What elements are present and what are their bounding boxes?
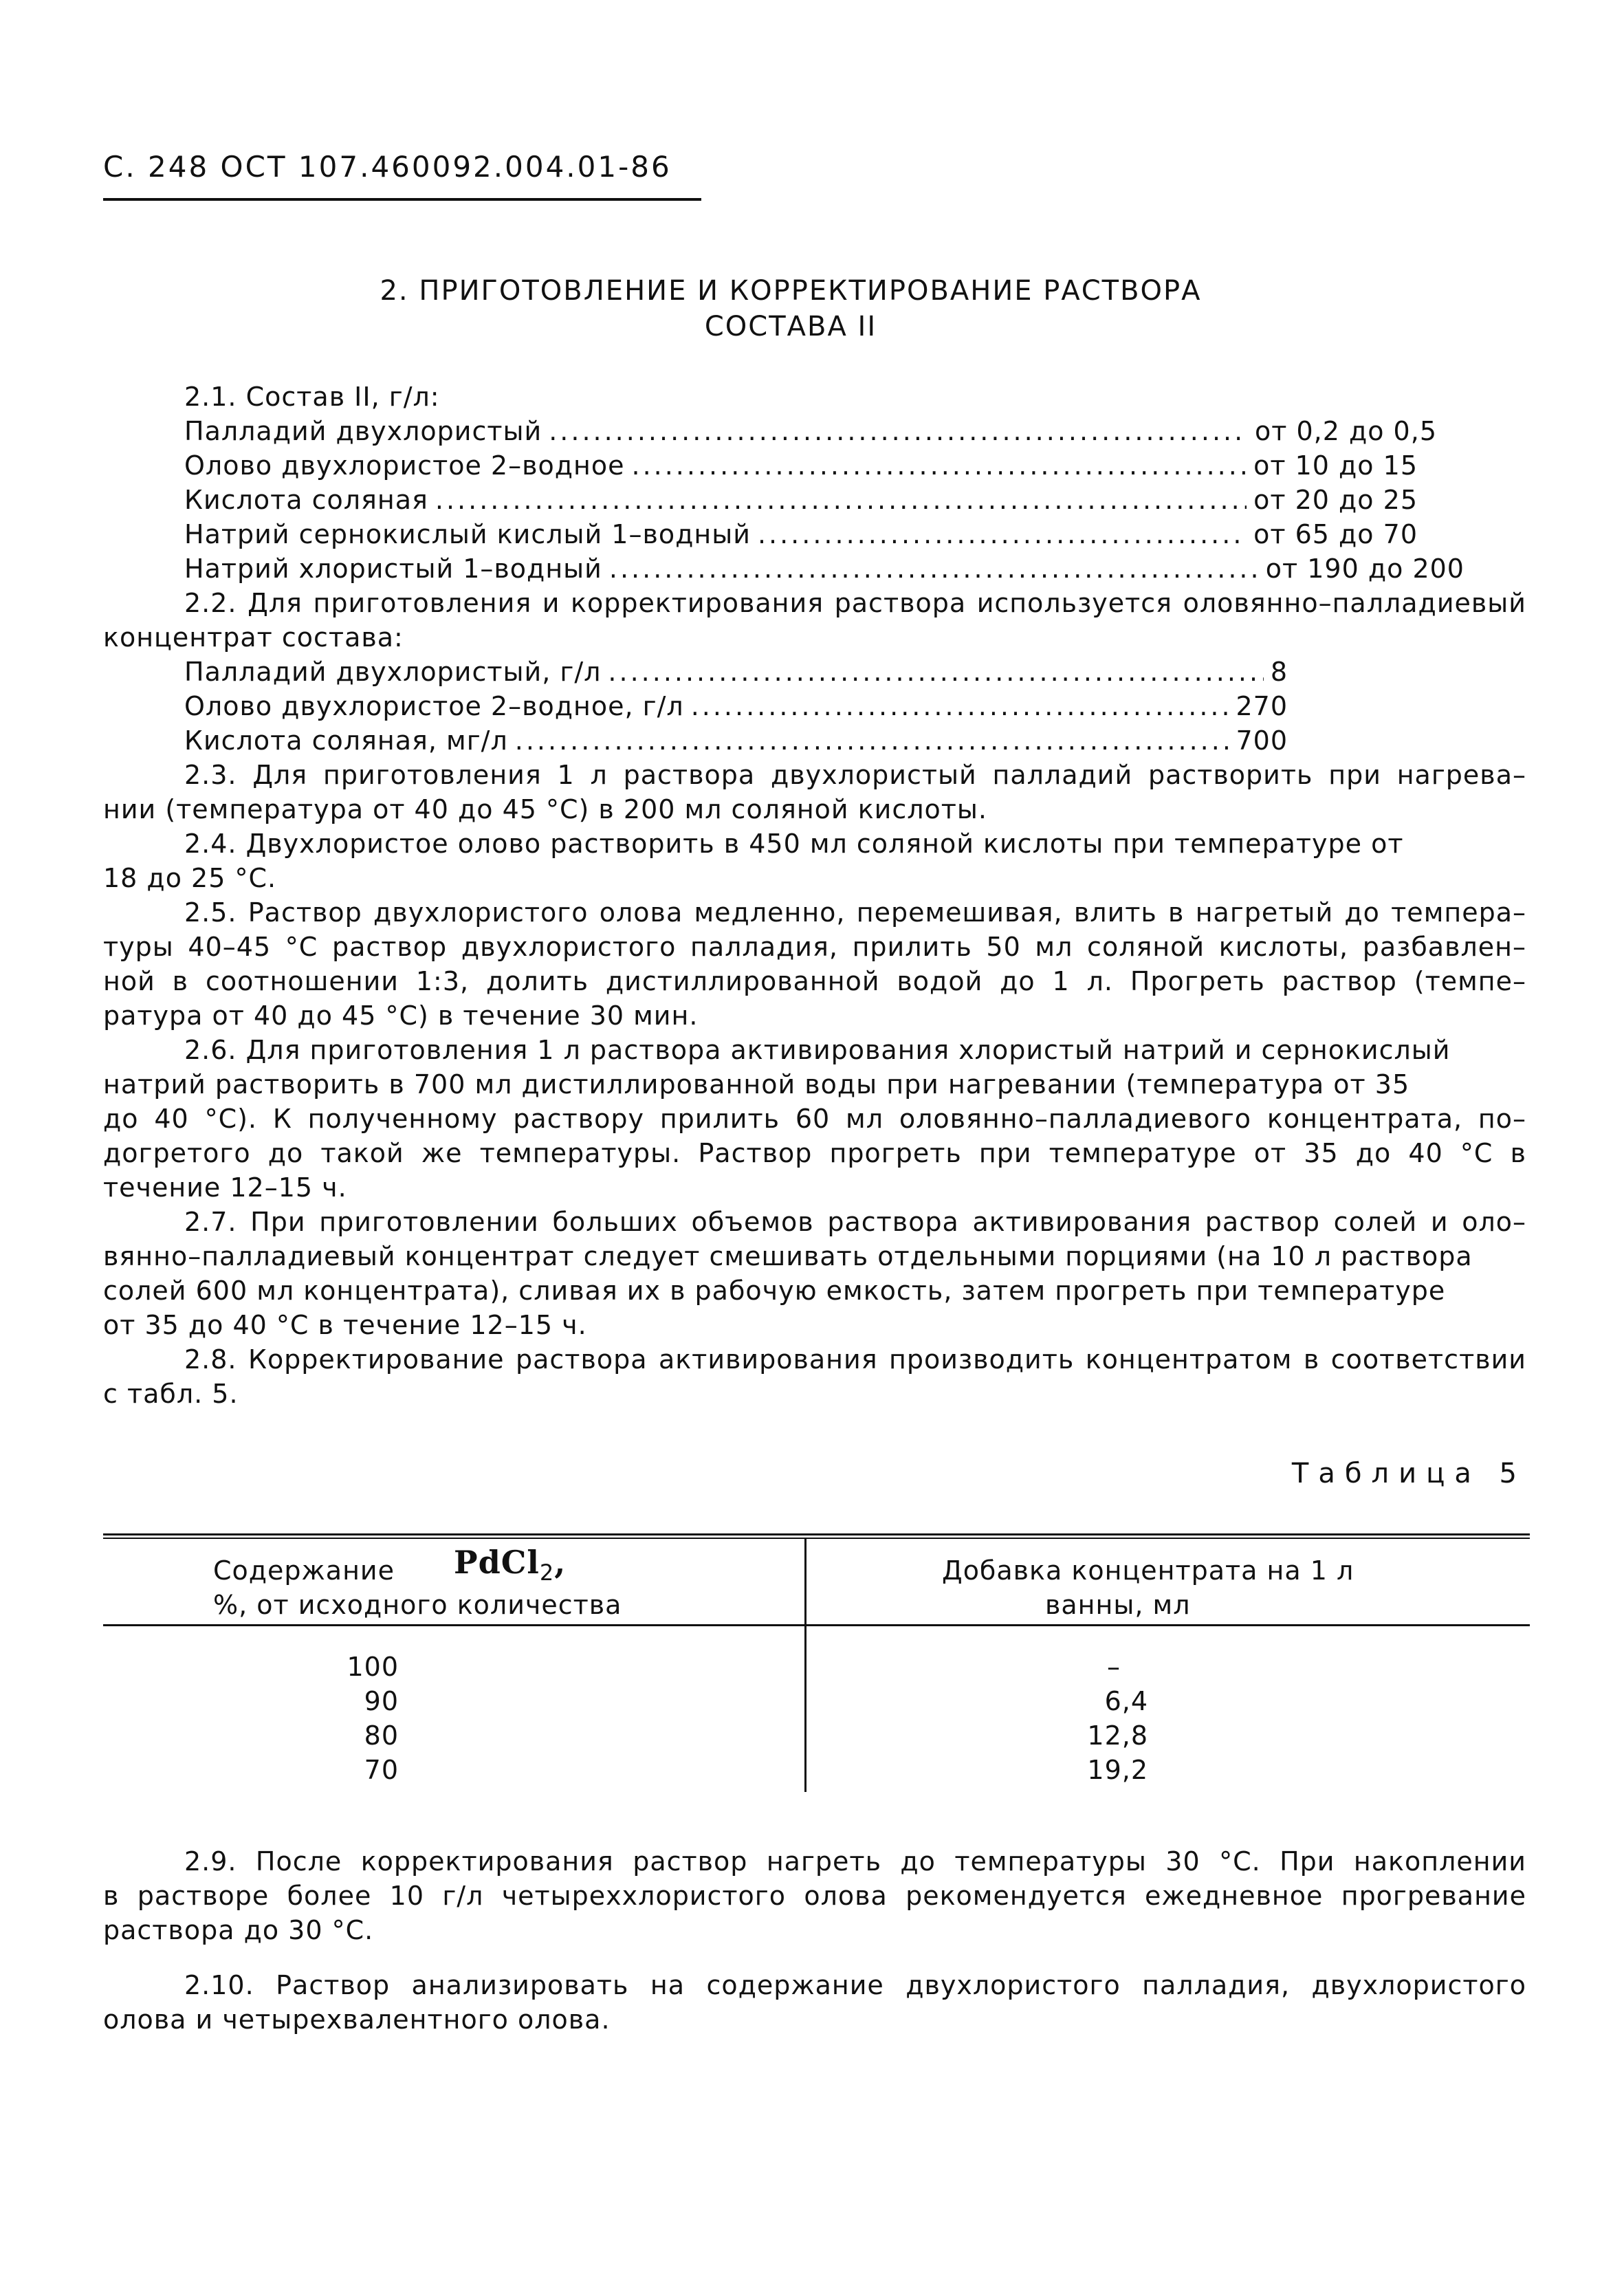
table-cell-addition: 6,4: [1104, 1686, 1148, 1716]
paragraph-2-3-line: 2.3. Для приготовления 1 л раствора двухлористый палладий растворить при нагрева–: [184, 760, 1526, 790]
table-col1-header: %, от исходного количества: [213, 1590, 622, 1620]
pdcl2-formula-comma: ,: [554, 1544, 567, 1581]
paragraph-2-5-line: туры 40–45 °С раствор двухлористого палладия, прилить 50 мл соляной кислоты, разбавлен–: [103, 932, 1526, 962]
paragraph-2-6-line: догретого до такой же температуры. Раствор прогреть при температуре от 35 до 40 °С в: [103, 1138, 1526, 1168]
table-cell-content: 80: [364, 1720, 399, 1751]
leader-dots: [609, 551, 1259, 586]
concentrate-name: Палладий двухлористый, г/л: [184, 657, 602, 687]
table-col2-header: ванны, мл: [1045, 1590, 1191, 1620]
composition-name: Олово двухлористое 2–водное: [184, 450, 625, 481]
concentrate-value: 270: [1236, 691, 1288, 721]
composition-value: от 10 до 15: [1253, 450, 1418, 481]
paragraph-2-2-line: 2.2. Для приготовления и корректирования раствора используется оловянно–палладиевый: [184, 588, 1526, 618]
composition-name: Палладий двухлористый: [184, 416, 542, 446]
paragraph-2-8-line: с табл. 5.: [103, 1379, 239, 1409]
composition-value: от 65 до 70: [1253, 519, 1418, 549]
composition-row: [184, 414, 1437, 448]
pdcl2-formula-subscript: 2: [539, 1560, 555, 1586]
paragraph-2-8-line: 2.8. Корректирование раствора активирования производить концентратом в соответствии: [184, 1344, 1526, 1375]
table-cell-addition: –: [1107, 1652, 1121, 1682]
leader-dots: [608, 655, 1263, 689]
composition-row: [184, 517, 1418, 551]
composition-value: от 20 до 25: [1253, 485, 1418, 515]
table-col1-header: Содержание: [213, 1555, 395, 1586]
paragraph-2-9-line: 2.9. После корректирования раствор нагреть до температуры 30 °С. При накоплении: [184, 1846, 1526, 1877]
composition-value: от 190 до 200: [1265, 554, 1464, 584]
paragraph-2-7-line: вянно–палладиевый концентрат следует смешивать отдельными порциями (на 10 л раствора: [103, 1241, 1473, 1271]
pdcl2-formula: [454, 1544, 566, 1586]
section-title-line2: СОСТАВА II: [704, 311, 877, 342]
table-cell-addition: 19,2: [1087, 1755, 1148, 1785]
table-cell-content: 100: [347, 1652, 399, 1682]
concentrate-row: [184, 689, 1288, 723]
composition-value: от 0,2 до 0,5: [1254, 416, 1437, 446]
composition-row: [184, 448, 1418, 483]
page-header: С. 248 ОСТ 107.460092.004.01-86: [103, 150, 672, 184]
concentrate-row: [184, 655, 1288, 689]
leader-dots: [515, 723, 1229, 758]
paragraph-2-2-line: концентрат состава:: [103, 622, 404, 653]
paragraph-2-6-line: 2.6. Для приготовления 1 л раствора активирования хлористый натрий и сернокислый: [184, 1035, 1451, 1065]
paragraph-2-5-line: 2.5. Раствор двухлористого олова медленно, перемешивая, влить в нагретый до темпера–: [184, 897, 1526, 928]
paragraph-2-3-line: нии (температура от 40 до 45 °С) в 200 мл соляной кислоты.: [103, 794, 988, 824]
paragraph-2-5-line: ратура от 40 до 45 °С) в течение 30 мин.: [103, 1001, 699, 1031]
table-top-rule: [103, 1533, 1530, 1535]
table-cell-content: 70: [364, 1755, 399, 1785]
table-col2-header: Добавка концентрата на 1 л: [942, 1555, 1354, 1586]
concentrate-value: 8: [1270, 657, 1288, 687]
paragraph-2-1-heading: 2.1. Состав II, г/л:: [184, 382, 440, 412]
composition-row: [184, 551, 1464, 586]
leader-dots: [549, 414, 1248, 448]
composition-name: Натрий хлористый 1–водный: [184, 554, 602, 584]
leader-dots: [435, 483, 1247, 517]
paragraph-2-6-line: натрий растворить в 700 мл дистиллированной воды при нагревании (температура от 35: [103, 1069, 1410, 1100]
paragraph-2-5-line: ной в соотношении 1:3, долить дистиллированной водой до 1 л. Прогреть раствор (темпе–: [103, 966, 1526, 996]
paragraph-2-9-line: раствора до 30 °С.: [103, 1915, 374, 1945]
pdcl2-formula-text: PdCl: [454, 1544, 540, 1581]
header-rule: [103, 198, 701, 201]
table-cell-addition: 12,8: [1087, 1720, 1148, 1751]
concentrate-value: 700: [1236, 725, 1288, 756]
concentrate-name: Олово двухлористое 2–водное, г/л: [184, 691, 684, 721]
composition-name: Кислота соляная: [184, 485, 428, 515]
table-caption: Таблица 5: [1291, 1458, 1526, 1489]
paragraph-2-4-line: 2.4. Двухлористое олово растворить в 450 мл соляной кислоты при температуре от: [184, 829, 1404, 859]
paragraph-2-6-line: течение 12–15 ч.: [103, 1172, 347, 1203]
paragraph-2-10-line: 2.10. Раствор анализировать на содержание двухлористого палладия, двухлористого: [184, 1970, 1526, 2000]
concentrate-name: Кислота соляная, мг/л: [184, 725, 508, 756]
composition-row: [184, 483, 1418, 517]
leader-dots: [631, 448, 1247, 483]
table-header-rule: [103, 1624, 1530, 1626]
table-top-rule-inner: [103, 1538, 1530, 1539]
paragraph-2-4-line: 18 до 25 °С.: [103, 863, 277, 893]
paragraph-2-10-line: олова и четырехвалентного олова.: [103, 2004, 611, 2035]
table-cell-content: 90: [364, 1686, 399, 1716]
paragraph-2-7-line: 2.7. При приготовлении больших объемов раствора активирования раствор солей и оло–: [184, 1207, 1526, 1237]
paragraph-2-7-line: солей 600 мл концентрата), сливая их в рабочую емкость, затем прогреть при температуре: [103, 1276, 1446, 1306]
concentrate-row: [184, 723, 1288, 758]
composition-name: Натрий сернокислый кислый 1–водный: [184, 519, 751, 549]
table-column-divider: [804, 1538, 806, 1792]
leader-dots: [758, 517, 1247, 551]
leader-dots: [691, 689, 1229, 723]
paragraph-2-7-line: от 35 до 40 °С в течение 12–15 ч.: [103, 1310, 587, 1340]
paragraph-2-6-line: до 40 °С). К полученному раствору прилить 60 мл оловянно–палладиевого концентрата, по–: [103, 1104, 1526, 1134]
paragraph-2-9-line: в растворе более 10 г/л четыреххлористого олова рекомендуется ежедневное прогревание: [103, 1881, 1526, 1911]
section-title-line1: 2. ПРИГОТОВЛЕНИЕ И КОРРЕКТИРОВАНИЕ РАСТВОРА: [380, 275, 1202, 307]
